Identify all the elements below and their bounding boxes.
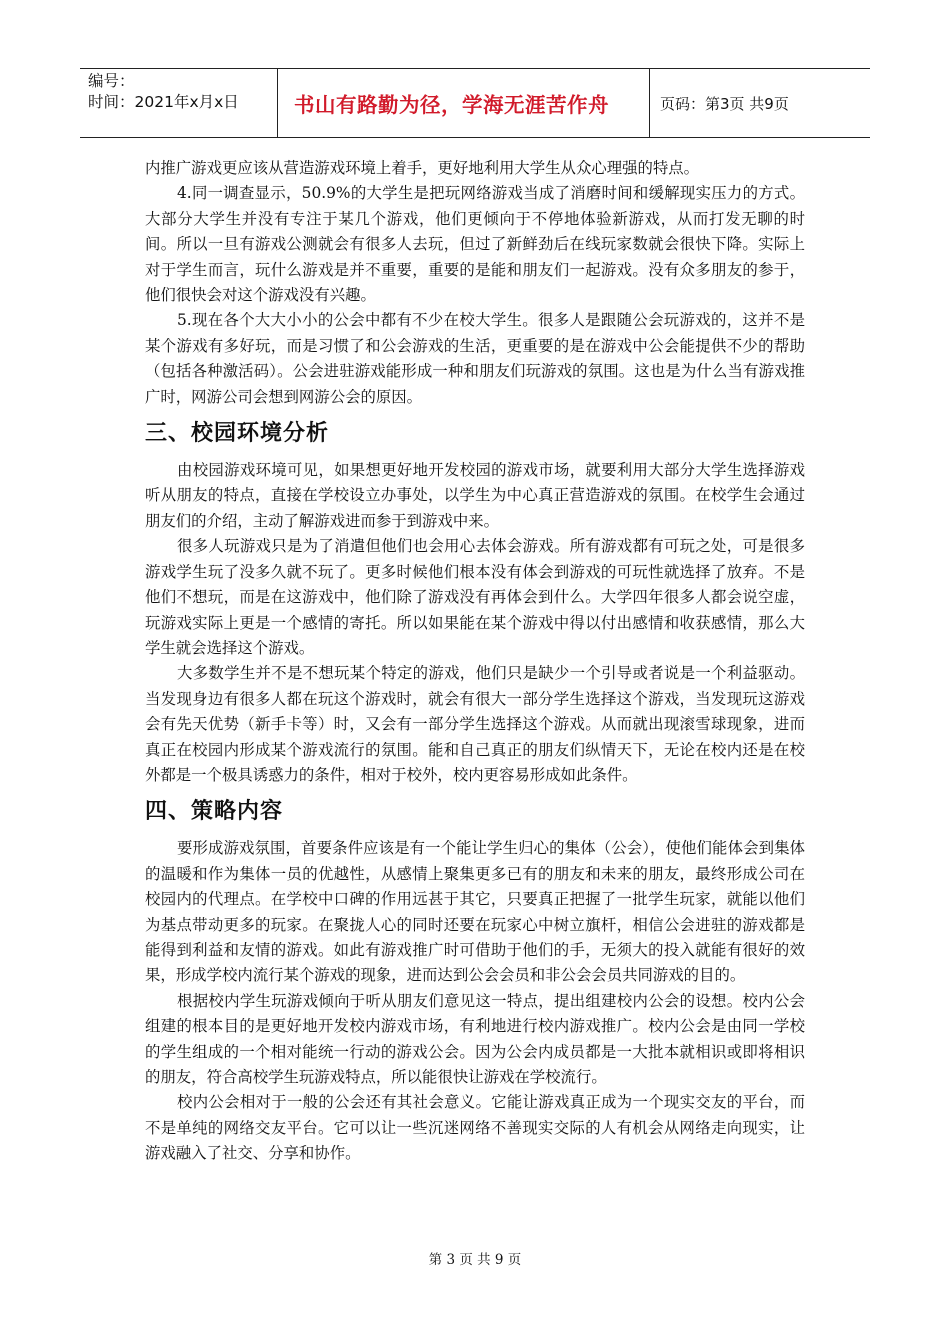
page-header	[80, 68, 870, 138]
header-meta	[80, 69, 278, 137]
document-time-label: 时间：2021年x月x日	[88, 93, 239, 111]
paragraph: 根据校内学生玩游戏倾向于听从朋友们意见这一特点，提出组建校内公会的设想。校内公会组建的根本目的是更好地开发校内游戏市场，有利地进行校内游戏推广。校内公会是由同一学校的学生组成的一个相对能统一行动的游戏公会。因为公会内成员都是一大批本就相识或即将相识的朋友，符合高校学生玩游戏特点，所以能很快让游戏在学校流行。	[145, 991, 805, 1086]
paragraph: 很多人玩游戏只是为了消遣但他们也会用心去体会游戏。所有游戏都有可玩之处，可是很多游戏学生玩了没多久就不玩了。更多时候他们根本没有体会到游戏的可玩性就选择了放弃。不是他们不想玩，而是在这游戏中，他们除了游戏没有再体会到什么。大学四年很多人都会说空虚，玩游戏实际上更是一个感情的寄托。所以如果能在某个游戏中得以付出感情和收获感情，那么大学生就会选择这个游戏。	[145, 537, 805, 657]
header-motto: 书山有路勤为径，学海无涯苦作舟	[278, 69, 650, 137]
paragraph: 内推广游戏更应该从营造游戏环境上着手，更好地利用大学生从众心理强的特点。	[145, 159, 700, 177]
header-page-info: 页码：第3页 共9页	[660, 94, 789, 113]
document-number-label: 编号：	[88, 72, 135, 90]
section-heading: 四、策略内容	[145, 799, 284, 825]
paragraph: 5.现在各个大大小小的公会中都有不少在校大学生。很多人是跟随公会玩游戏的，这并不是某个游戏有多好玩，而是习惯了和公会游戏的生活，更重要的是在游戏中公会能提供不少的帮助（包括各种激活码）。公会进驻游戏能形成一种和朋友们玩游戏的氛围。这也是为什么当有游戏推广时，网游公司会想到网游公会的原因。	[145, 311, 805, 406]
document-body	[145, 156, 805, 1167]
paragraph: 要形成游戏氛围，首要条件应该是有一个能让学生归心的集体（公会），使他们能体会到集体的温暖和作为集体一员的优越性，从感情上聚集更多已有的朋友和未来的朋友，最终形成公司在校园内的代理点。在学校中口碑的作用远甚于其它，只要真正把握了一批学生玩家，就能以他们为基点带动更多的玩家。在聚拢人心的同时还要在玩家心中树立旗杆，相信公会进驻的游戏都是能得到利益和友情的游戏。如此有游戏推广时可借助于他们的手，无须大的投入就能有很好的效果，形成学校内流行某个游戏的现象，进而达到公会会员和非公会会员共同游戏的目的。	[145, 839, 805, 985]
paragraph: 4.同一调查显示，50.9%的大学生是把玩网络游戏当成了消磨时间和缓解现实压力的方式。大部分大学生并没有专注于某几个游戏，他们更倾向于不停地体验新游戏，从而打发无聊的时间。所以一旦有游戏公测就会有很多人去玩，但过了新鲜劲后在线玩家数就会很快下降。实际上对于学生而言，玩什么游戏是并不重要，重要的是能和朋友们一起游戏。没有众多朋友的参于，他们很快会对这个游戏没有兴趣。	[145, 184, 805, 305]
paragraph: 大多数学生并不是不想玩某个特定的游戏，他们只是缺少一个引导或者说是一个利益驱动。当发现身边有很多人都在玩这个游戏时，就会有很大一部分学生选择这个游戏，当发现玩这游戏会有先天优势（新手卡等）时，又会有一部分学生选择这个游戏。从而就出现滚雪球现象，进而真正在校园内形成某个游戏流行的氛围。能和自己真正的朋友们纵情天下，无论在校内还是在校外都是一个极具诱惑力的条件，相对于校外，校内更容易形成如此条件。	[145, 664, 805, 784]
paragraph: 由校园游戏环境可见，如果想更好地开发校园的游戏市场，就要利用大部分大学生选择游戏听从朋友的特点，直接在学校设立办事处，以学生为中心真正营造游戏的氛围。在校学生会通过朋友们的介绍，主动了解游戏进而参于到游戏中来。	[145, 461, 805, 530]
paragraph: 校内公会相对于一般的公会还有其社会意义。它能让游戏真正成为一个现实交友的平台，而不是单纯的网络交友平台。它可以让一些沉迷网络不善现实交际的人有机会从网络走向现实，让游戏融入了社交、分享和协作。	[145, 1093, 805, 1163]
section-heading: 三、校园环境分析	[145, 421, 330, 447]
page-footer: 第 3 页 共 9 页	[428, 1252, 522, 1268]
